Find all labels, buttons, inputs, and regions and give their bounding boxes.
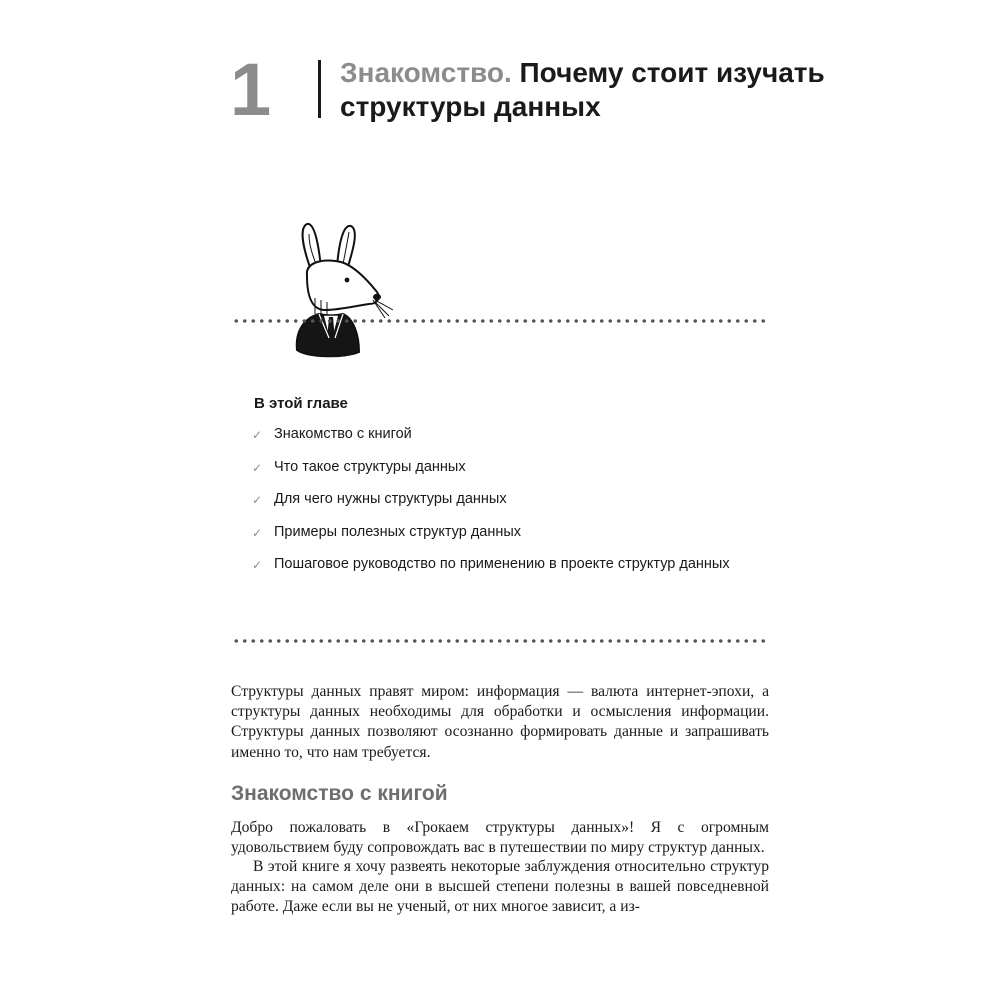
chapter-title-lead: Знакомство. (340, 57, 512, 88)
rabbit-mascot-icon (285, 218, 397, 360)
chapter-title (340, 56, 860, 124)
intro-paragraph: Структуры данных правят миром: информация — валюта интернет-эпохи, а структуры данных необходимы для обработки и осмысления информации. Структуры данных позволяют осознанно формировать данные и запрашивать именно то, что нам требуется. (231, 683, 769, 761)
chapter-number: 1 (230, 48, 272, 131)
check-icon: ✓ (252, 558, 263, 572)
section-heading: Знакомство с книгой (231, 782, 448, 805)
dotted-divider-bottom (232, 638, 768, 644)
chapter-contents-list (252, 424, 732, 587)
list-item: ✓ Примеры полезных структур данных (252, 522, 732, 542)
check-icon: ✓ (252, 460, 263, 475)
dotted-divider-top (232, 318, 768, 324)
check-icon: ✓ (252, 428, 263, 442)
list-item: ✓ Знакомство с книгой (252, 424, 732, 444)
body-paragraph: В этой книге я хочу развеять некоторые заблуждения относительно структур данных: на самом деле они в высшей степени полезны в вашей повседневной работе. Даже если вы не ученый, от них многое зависит, а из- (231, 858, 769, 916)
chapter-contents-heading: В этой главе (254, 395, 348, 412)
list-item: ✓ Пошаговое руководство по применению в проекте структур данных (252, 554, 732, 574)
check-icon: ✓ (252, 493, 263, 507)
chapter-title-rest: Почему стоит изучать структуры данных (340, 57, 825, 122)
list-item: ✓ Для чего нужны структуры данных (252, 489, 732, 509)
check-icon: ✓ (252, 525, 263, 540)
list-item: ✓ Что такое структуры данных (252, 457, 732, 477)
chapter-divider (318, 60, 321, 118)
body-paragraph: Добро пожаловать в «Грокаем структуры данных»! Я с огромным удовольствием буду сопровождать вас в путешествии по миру структур данных. (231, 819, 769, 857)
